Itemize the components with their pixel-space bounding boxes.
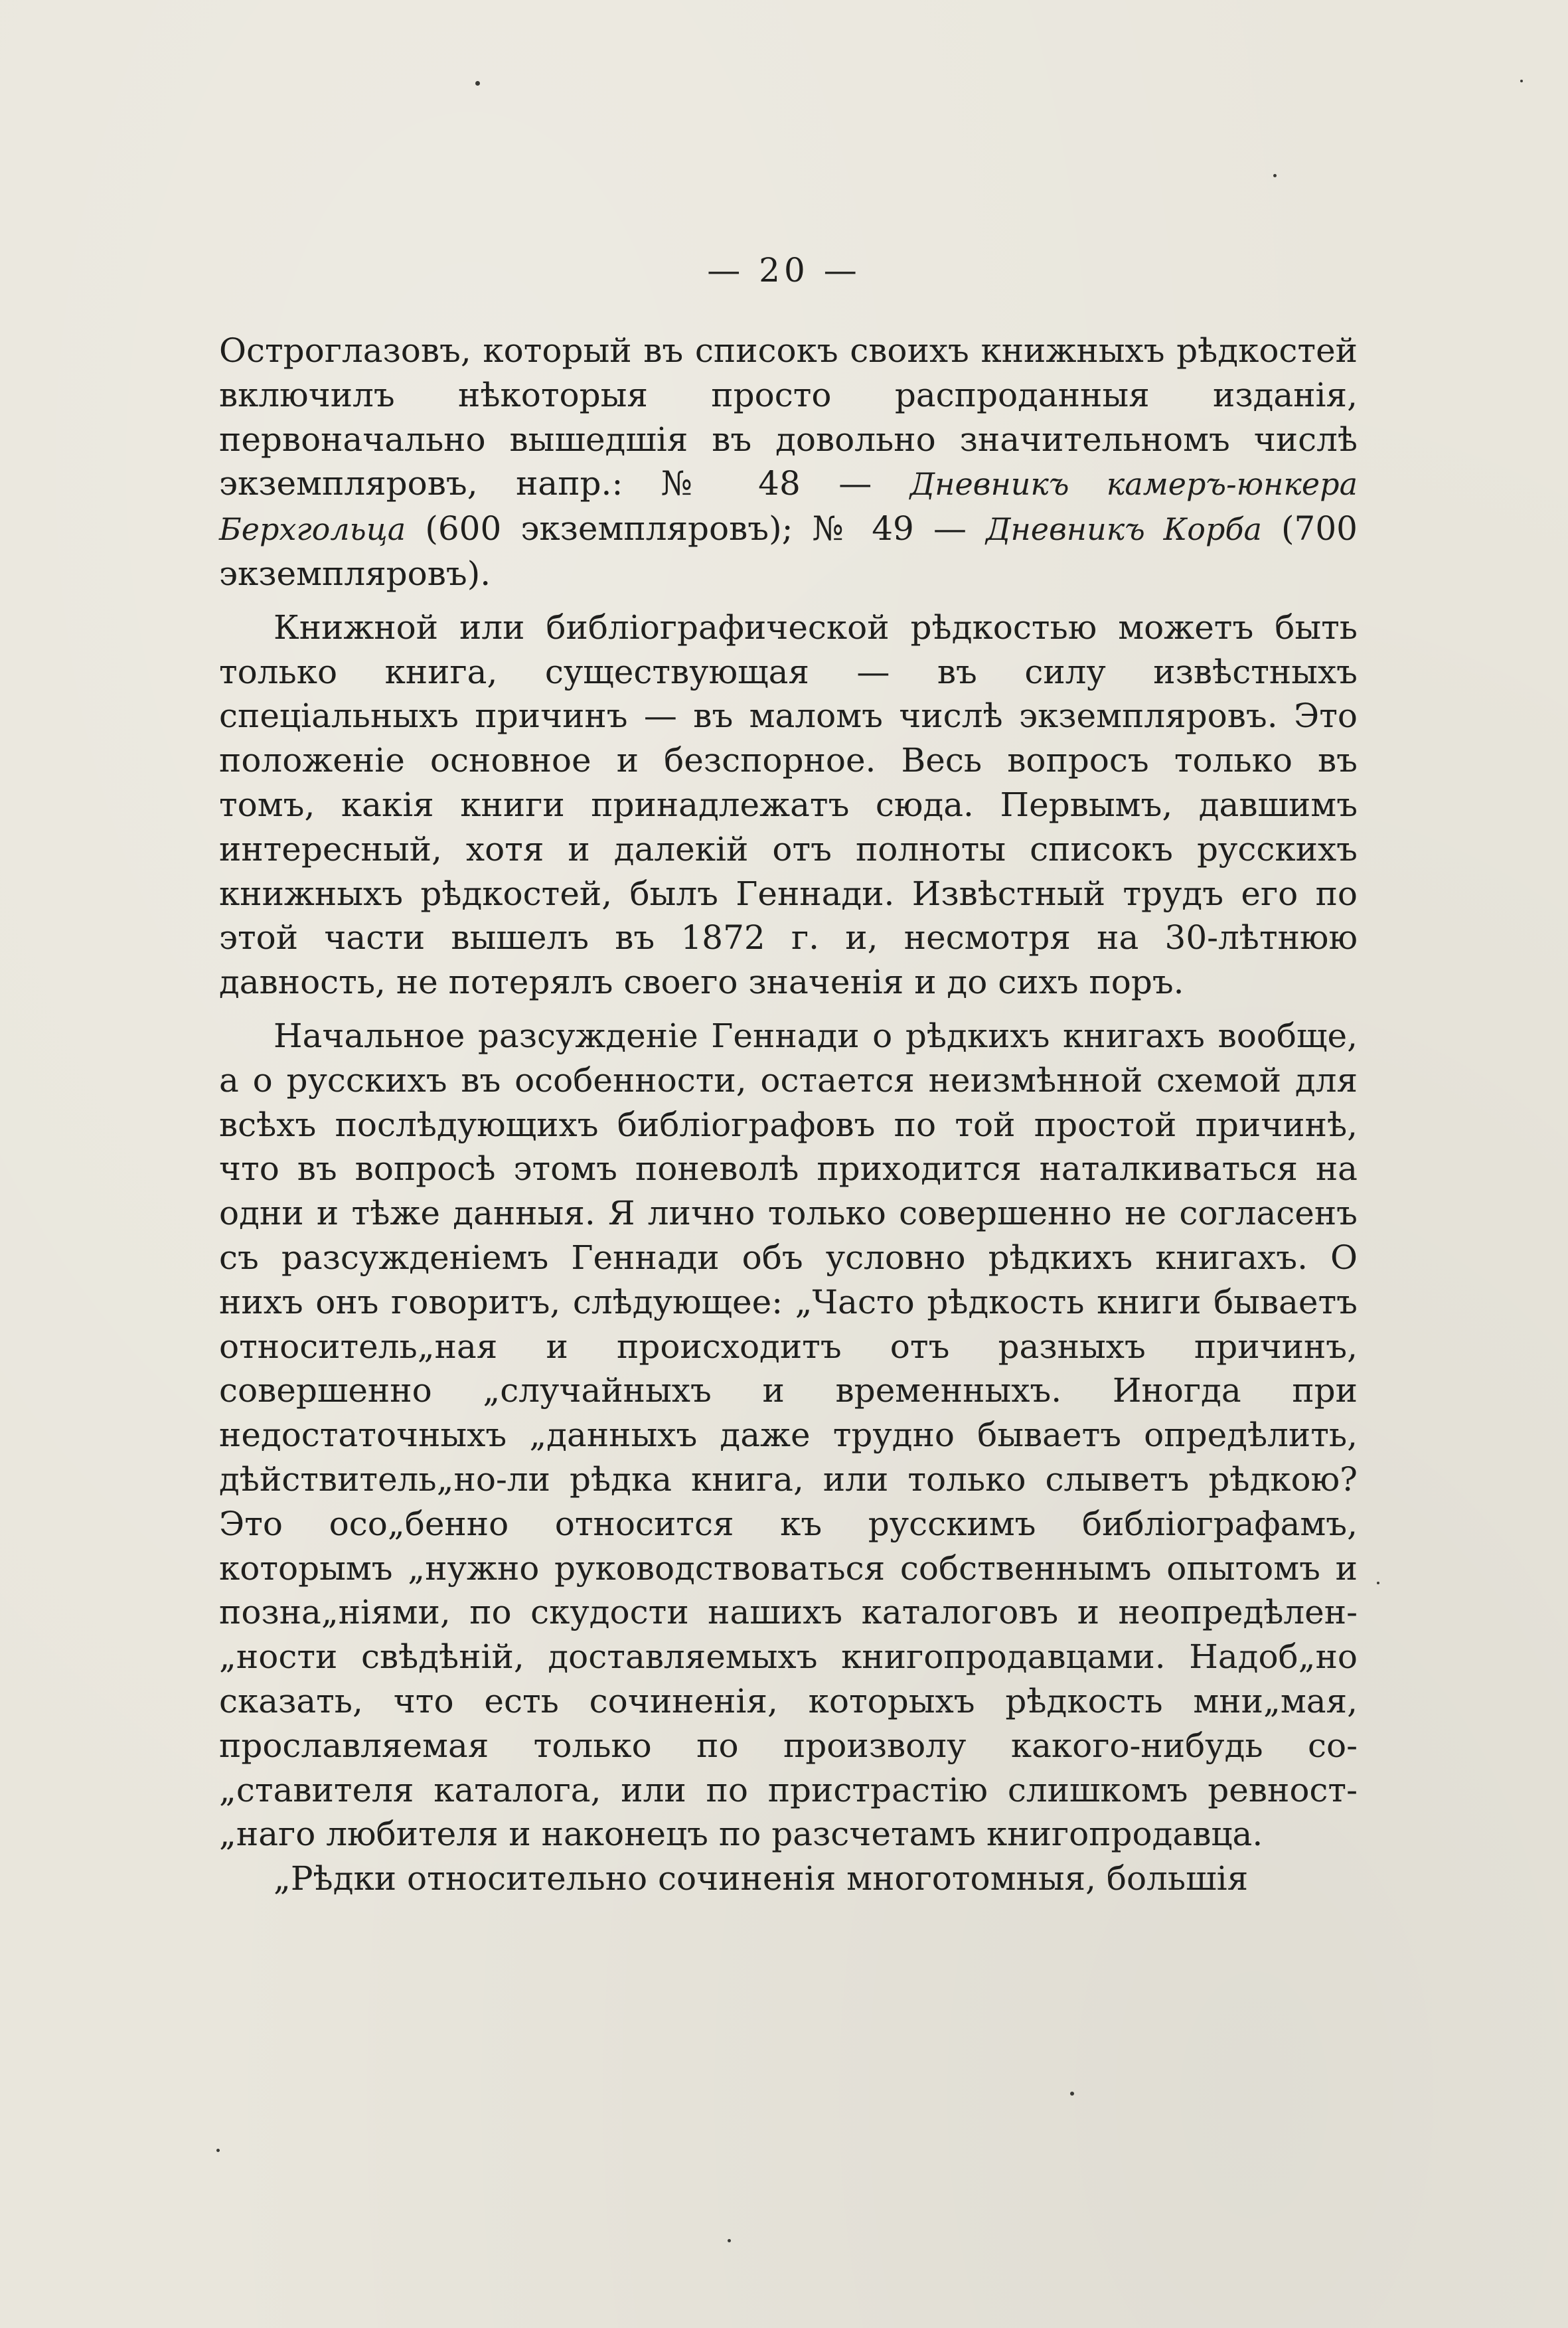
italic-title: Дневникъ камеръ-юнкера Берхгольца [219, 466, 1358, 548]
text-run: (600 экземпляровъ); № 49 — [406, 509, 986, 548]
text-run: (700 экземпляровъ). [219, 509, 1358, 593]
paragraph [219, 1857, 1358, 1901]
text-run: Начальное разсужденіе Геннади о рѣдкихъ книгахъ вообще, а о русскихъ въ особенности, остается неизмѣнной схемой для всѣхъ послѣдующихъ библіографовъ по той простой причинѣ, что въ вопросѣ этомъ поневолѣ приходится наталкиваться на одни и тѣже данныя. Я лично только совершенно не согласенъ съ разсужденіемъ Геннади объ условно рѣдкихъ книгахъ. О нихъ онъ говоритъ, слѣдующее: „Часто рѣдкость книги бываетъ относитель„ная и происходитъ отъ разныхъ причинъ, совершенно „случайныхъ и временныхъ. Иногда при недостаточныхъ „данныхъ даже трудно бываетъ опредѣлить, дѣйствитель„но-ли рѣдка книга, или только слыветъ рѣдкою? Это осо„бенно относится къ русскимъ библіографамъ, которымъ „нужно руководствоваться собственнымъ опытомъ и позна„ніями, по скудости нашихъ каталоговъ и неопредѣлен„ности свѣдѣній, доставляемыхъ книгопродавцами. Надоб„но сказать, что есть сочиненія, которыхъ рѣдкость мни„мая, прославляемая только по произволу какого-нибудь со„ставителя каталога, или по пристрастію слишкомъ ревност„наго любителя и наконецъ по разсчетамъ книгопродавца. [219, 1016, 1358, 1854]
text-run: „Рѣдки относительно сочиненія многотомныя, большія [274, 1859, 1249, 1898]
text-run: Книжной или библіографической рѣдкостью можетъ быть только книга, существующая — въ силу извѣстныхъ спеціальныхъ причинъ — въ маломъ числѣ экземпляровъ. Это положеніе основное и безспорное. Весь вопросъ только въ томъ, какія книги принадлежатъ сюда. Первымъ, давшимъ интересный, хотя и далекій отъ полноты списокъ русскихъ книжныхъ рѣдкостей, былъ Геннади. Извѣстный трудъ его по этой части вышелъ въ 1872 г. и, несмотря на 30-лѣтнюю давность, не потерялъ своего значенія и до сихъ поръ. [219, 608, 1358, 1002]
dust-speck [1520, 80, 1523, 82]
body-text [219, 329, 1358, 1901]
dust-speck [216, 2149, 220, 2152]
paragraph [219, 1014, 1358, 1857]
page-number: — 20 — [707, 251, 861, 290]
dust-speck [1273, 174, 1277, 177]
text-run: Остроглазовъ, который въ списокъ своихъ книжныхъ рѣдкостей включилъ нѣкоторыя просто распроданныя изданія, первоначально вышедшія въ довольно значительномъ числѣ экземпляровъ, напр.: № 48 — [219, 331, 1358, 503]
paragraph [219, 606, 1358, 1005]
dust-speck [1377, 1582, 1379, 1584]
dust-speck [475, 81, 480, 86]
paragraph [219, 329, 1358, 596]
dust-speck [1070, 2092, 1074, 2096]
dust-speck [728, 2239, 731, 2242]
italic-title: Дневникъ Корба [986, 511, 1262, 548]
